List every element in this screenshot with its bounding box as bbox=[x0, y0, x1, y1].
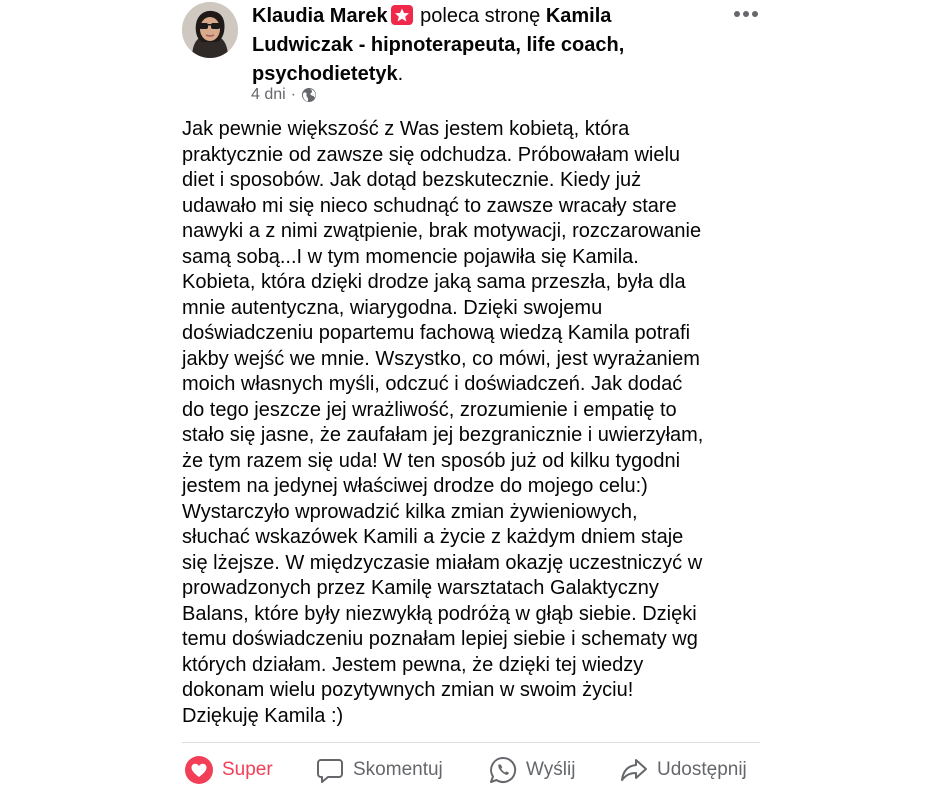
comment-button[interactable] bbox=[315, 755, 443, 785]
send-label: Wyślij bbox=[526, 759, 576, 780]
more-options-button[interactable] bbox=[733, 4, 759, 24]
author-name[interactable]: Klaudia Marek bbox=[252, 5, 388, 27]
like-button[interactable] bbox=[184, 755, 273, 785]
recommends-text: poleca stronę bbox=[420, 5, 541, 27]
page-name-link[interactable]: Kamila Ludwiczak - hipnoterapeuta, life coach, psychodietetyk bbox=[252, 5, 625, 85]
heart-icon bbox=[184, 755, 214, 785]
like-label: Super bbox=[222, 759, 273, 780]
whatsapp-icon bbox=[488, 755, 518, 785]
actions-divider bbox=[182, 742, 760, 743]
author-avatar[interactable] bbox=[182, 2, 238, 58]
share-arrow-icon bbox=[619, 755, 649, 785]
header-period: . bbox=[397, 63, 404, 85]
share-button[interactable] bbox=[619, 755, 747, 785]
send-button[interactable] bbox=[488, 755, 575, 785]
post-body: Jak pewnie większość z Was jestem kobietą, która praktycznie od zawsze się odchudza. Próbowałam wielu diet i sposobów. Jak dotąd bezskutecznie. Kiedy już udawało mi się nieco schudnąć to zawsze wracały stare nawyki a z nimi zwątpienie, brak motywacji, rozczarowanie samą sobą...I w tym momencie pojawiła się Kamila. Kobieta, która dzięki drodze jaką sama przeszła, była dla mnie autentyczna, wiarygodna. Dzięki swojemu doświadczeniu popartemu fachową wiedzą Kamila potrafi jakby wejść we mnie. Wszystko, co mówi, jest wyrażaniem moich własnych myśli, odczuć i doświadczeń. Jak dodać do tego jeszcze jej wrażliwość, zrozumienie i empatię to stało się jasne, że zaufałam jej bezgranicznie i uwierzyłam, że tym razem się uda! W ten sposób już od kilku tygodni jestem na jedynej właściwej drodze do mojego celu:) Wystarczyło wprowadzić kilka zmian żywieniowych, słuchać wskazówek Kamili a życie z każdym dniem staje się lżejsze. W międzyczasie miałam okazję uczestniczyć w prowadzonych przez Kamilę warsztatach Galaktyczny Balans, które były niezwykłą podróżą w głąb siebie. Dzięki temu doświadczeniu poznałam lepiej siebie i schematy wg których działam. Jestem pewna, że dzięki tej wiedzy dokonam wielu pozytywnych zmian w swoim życiu! Dziękuję Kamila :) bbox=[182, 118, 704, 727]
recommendation-star-badge-icon bbox=[391, 5, 413, 25]
more-options-icon bbox=[733, 4, 759, 24]
post-meta bbox=[251, 86, 317, 104]
globe-icon bbox=[301, 87, 317, 103]
share-label: Udostępnij bbox=[657, 759, 747, 780]
comment-bubble-icon bbox=[315, 755, 345, 785]
post-time[interactable]: 4 dni bbox=[251, 86, 286, 103]
post-actions bbox=[0, 755, 940, 785]
post-header bbox=[252, 2, 712, 89]
meta-separator: · bbox=[290, 86, 297, 103]
avatar-image bbox=[182, 2, 238, 58]
comment-label: Skomentuj bbox=[353, 759, 443, 780]
